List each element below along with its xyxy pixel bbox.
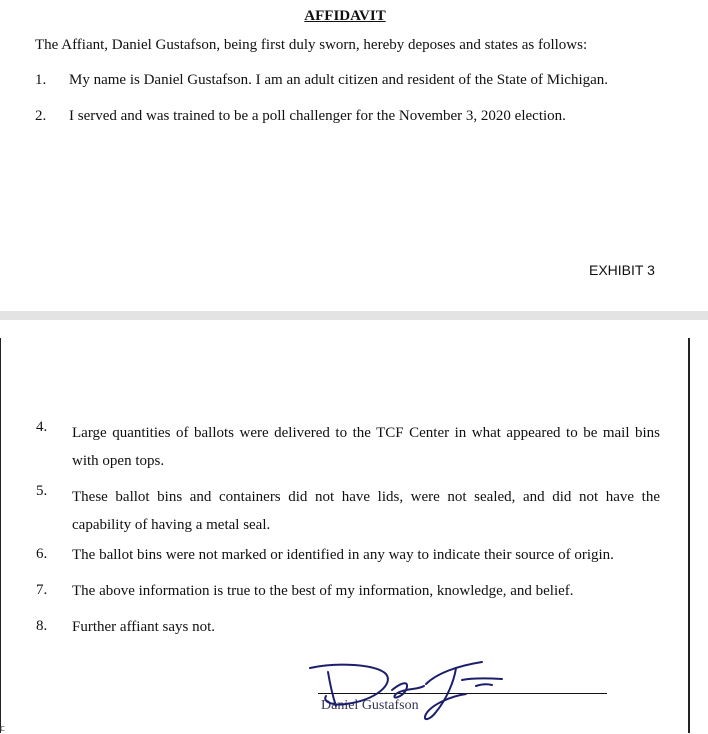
paragraph-number: 7.: [36, 582, 48, 598]
paragraph-text: I served and was trained to be a poll challenger for the November 3, 2020 election.: [69, 108, 566, 124]
paragraph-text: These ballot bins and containers did not have lids, were not sealed, and did not have the capability of having a metal seal.: [72, 489, 660, 533]
paragraph-text: Large quantities of ballots were delivered to the TCF Center in what appeared to be mail bins with open tops.: [72, 425, 660, 469]
paragraph-number: 4.: [36, 419, 48, 435]
handwritten-signature: [306, 660, 516, 725]
corner-mark: c: [0, 724, 5, 734]
page-border-left: [0, 338, 1, 733]
document-title: AFFIDAVIT: [304, 8, 386, 24]
printed-name: Daniel Gustafson: [321, 698, 419, 713]
paragraph-text: Further affiant says not.: [72, 619, 216, 635]
paragraph-number: 2.: [35, 108, 47, 124]
paragraph-number: 6.: [36, 546, 48, 562]
paragraph-text: The ballot bins were not marked or identified in any way to indicate their source of origin.: [72, 547, 614, 563]
paragraph-text: The above information is true to the best of my information, knowledge, and belief.: [72, 583, 574, 599]
paragraph-number: 8.: [36, 618, 48, 634]
paragraph-number: 5.: [36, 483, 48, 499]
exhibit-label: EXHIBIT 3: [589, 262, 655, 278]
page-divider: [0, 311, 708, 320]
intro-paragraph: The Affiant, Daniel Gustafson, being first duly sworn, hereby deposes and states as follows:: [35, 37, 588, 53]
page-border-right: [688, 338, 690, 733]
affidavit-page-1: [0, 0, 708, 311]
paragraph-text: My name is Daniel Gustafson. I am an adult citizen and resident of the State of Michigan.: [69, 72, 609, 88]
paragraph-number: 1.: [35, 72, 47, 88]
affidavit-page-2: [0, 320, 708, 733]
